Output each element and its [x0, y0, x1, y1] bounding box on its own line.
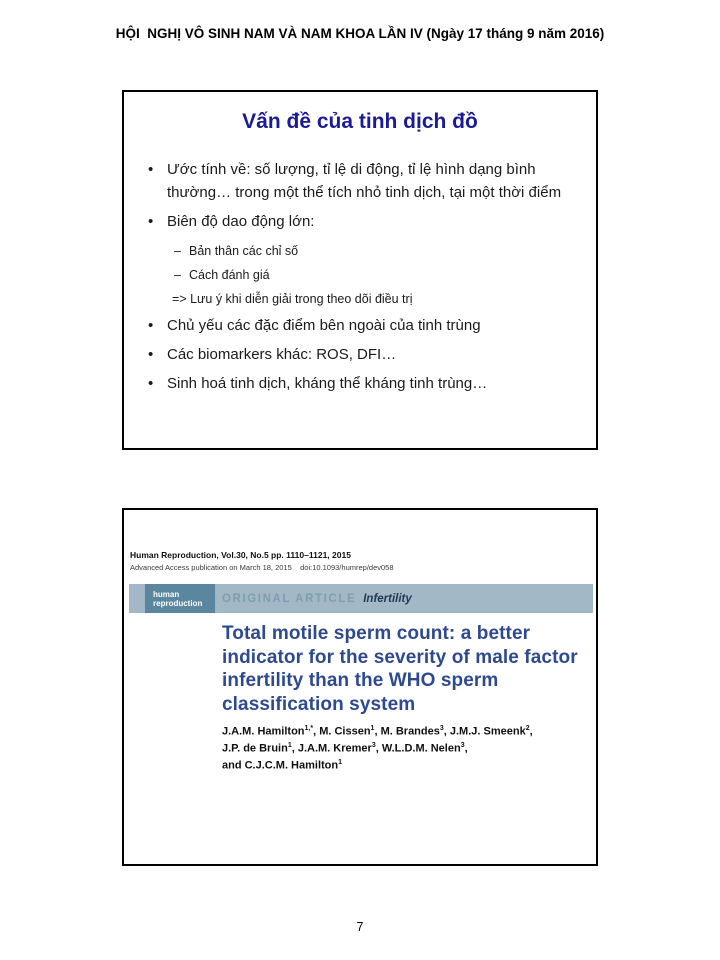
bullet-item	[148, 314, 582, 337]
bullet-item	[148, 158, 582, 204]
journal-logo-line1: human	[153, 590, 180, 599]
sub-bullet-item	[148, 239, 582, 263]
bullet-text: Biên độ dao động lớn:	[167, 213, 315, 230]
bullet-marker: •	[148, 346, 154, 363]
conference-header: HỘI NGHỊ VÔ SINH NAM VÀ NAM KHOA LẦN IV (Ngày 17 tháng 9 năm 2016)	[115, 26, 605, 41]
dash-marker: –	[174, 244, 181, 258]
bullet-marker: •	[148, 317, 154, 334]
sub-bullet-item	[148, 263, 582, 287]
dash-marker: –	[174, 268, 181, 282]
journal-logo	[145, 584, 215, 613]
author-line: J.A.M. Hamilton$^{1,*}$, M. Cissen$^1$, M. Brandes$^3$, J.M.J. Smeenk$^2$,	[222, 725, 533, 738]
article-title-line: infertility than the WHO sperm	[222, 670, 499, 691]
journal-logo-line2: reproduction	[153, 599, 203, 608]
article-topic-label: Infertility	[363, 592, 412, 605]
article-title-line: classification system	[222, 693, 416, 715]
article-title-line: indicator for the severity of male factor	[222, 646, 578, 668]
slide-1-bullet-list	[124, 158, 596, 395]
note-text: => Lưu ý khi diễn giải trong theo dõi điều trị	[172, 292, 413, 306]
journal-banner	[129, 584, 593, 613]
article-type-label: ORIGINAL ARTICLE	[222, 592, 357, 605]
journal-citation: Human Reproduction, Vol.30, No.5 pp. 1110–1121, 2015	[130, 550, 351, 560]
slide-2	[122, 508, 598, 866]
sub-bullet-text: Bản thân các chỉ số	[189, 244, 299, 258]
slide-1	[122, 90, 598, 450]
bullet-item	[148, 343, 582, 366]
sub-bullet-text: Cách đánh giá	[189, 268, 270, 282]
author-line: and C.J.C.M. Hamilton$^1$	[222, 759, 343, 772]
journal-access-line: Advanced Access publication on March 18, 2015 doi:10.1093/humrep/dev058	[130, 563, 394, 572]
author-line: J.P. de Bruin$^1$, J.A.M. Kremer$^3$, W.L.D.M. Nelen$^3$,	[222, 742, 468, 755]
article-title-line: Total motile sperm count: a better	[222, 623, 531, 644]
bullet-text: Các biomarkers khác: ROS, DFI…	[167, 346, 397, 363]
banner-text	[222, 584, 412, 613]
bullet-marker: •	[148, 375, 154, 392]
note-line	[148, 287, 582, 311]
bullet-text: Sinh hoá tinh dịch, kháng thể kháng tinh trùng…	[167, 375, 488, 392]
bullet-text: Ước tính về: số lượng, tỉ lệ di động, tỉ lệ hình dạng bình thường… trong một thể tích nhỏ tinh dịch, tại một thời điểm	[167, 161, 562, 201]
page-number: 7	[356, 920, 364, 934]
bullet-marker: •	[148, 213, 154, 230]
bullet-text: Chủ yếu các đặc điểm bên ngoài của tinh trùng	[167, 317, 481, 334]
bullet-marker: •	[148, 161, 154, 178]
article-title	[222, 622, 578, 716]
article-authors	[222, 722, 533, 773]
slide-1-title: Vấn đề của tinh dịch đồ	[242, 110, 478, 133]
bullet-item	[148, 372, 582, 395]
bullet-item	[148, 210, 582, 233]
